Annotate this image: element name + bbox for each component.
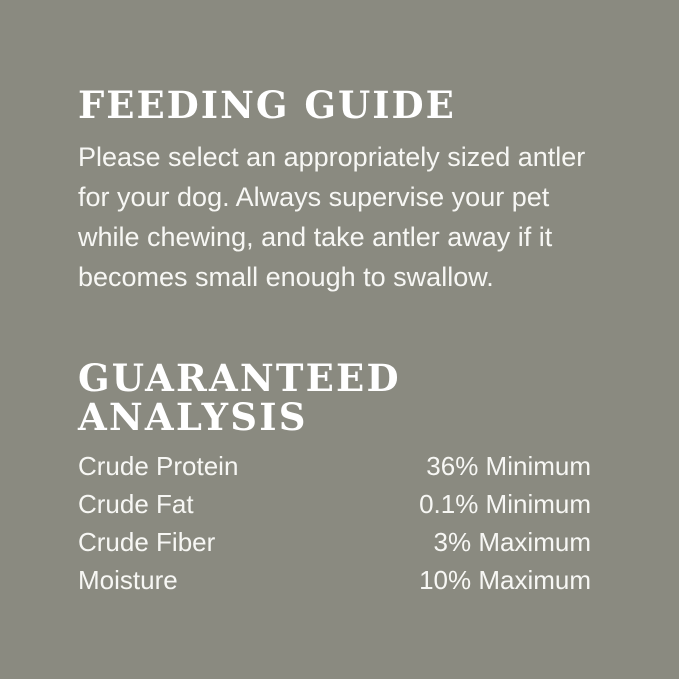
analysis-table-body xyxy=(78,447,591,599)
analysis-row xyxy=(78,561,591,599)
guaranteed-analysis-heading: GUARANTEED ANALYSIS xyxy=(78,355,401,439)
analysis-row xyxy=(78,485,591,523)
analysis-nutrient: Crude Protein xyxy=(78,450,239,481)
content-column xyxy=(78,83,598,599)
feeding-guide-text: Please select an appropriately sized antler for your dog. Always supervise your pet while chewing, and take antler away if it becomes small enough to swallow. xyxy=(78,141,586,292)
analysis-amount: 3% Maximum xyxy=(433,526,591,557)
analysis-nutrient: Moisture xyxy=(78,564,178,595)
analysis-nutrient: Crude Fiber xyxy=(78,526,216,557)
analysis-amount: 0.1% Minimum xyxy=(419,488,591,519)
analysis-row xyxy=(78,447,591,485)
analysis-amount: 10% Maximum xyxy=(419,564,591,595)
analysis-nutrient: Crude Fat xyxy=(78,488,194,519)
guaranteed-analysis-section xyxy=(78,355,598,599)
analysis-amount: 36% Minimum xyxy=(426,450,591,481)
feeding-guide-heading: FEEDING GUIDE xyxy=(78,83,456,127)
analysis-table xyxy=(78,447,591,599)
analysis-row xyxy=(78,523,591,561)
feeding-guide-section xyxy=(78,83,598,297)
